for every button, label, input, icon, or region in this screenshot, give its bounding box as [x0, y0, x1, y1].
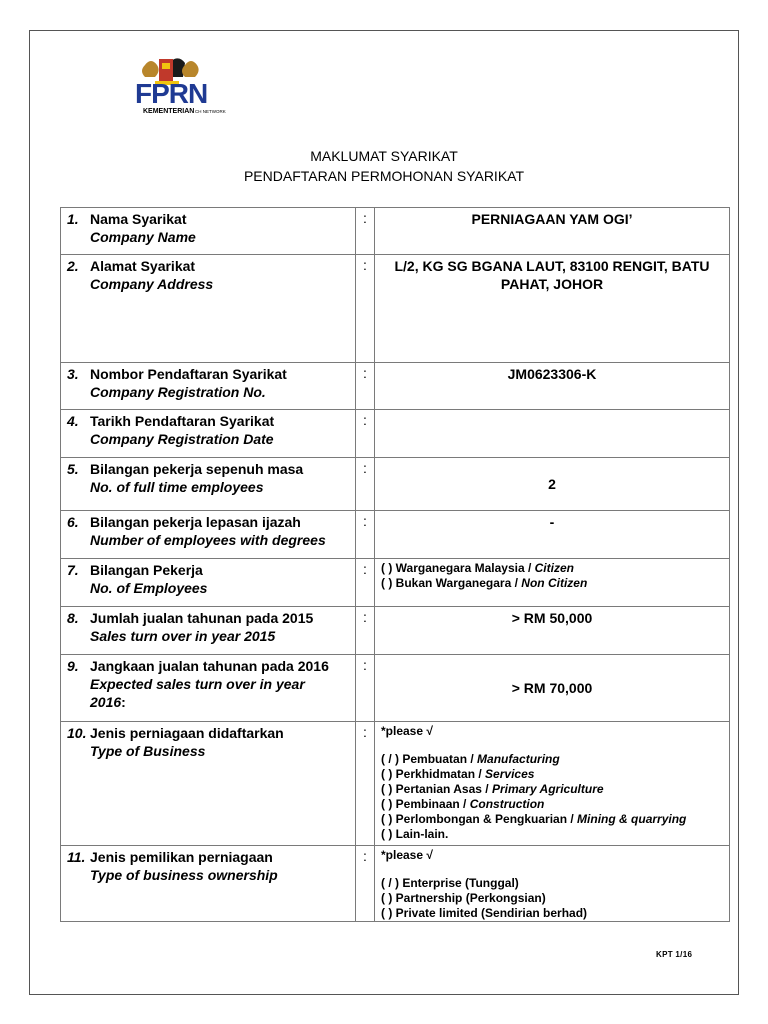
option-label: Pembuatan /	[402, 752, 474, 766]
option-label-english: Non Citizen	[521, 576, 588, 590]
please-tick-note: *please √	[381, 724, 433, 738]
table-row	[61, 846, 730, 922]
form-code: KPT 1/16	[656, 950, 693, 959]
checkbox-mark[interactable]: ( / )	[381, 752, 399, 766]
option-label-english: Citizen	[534, 561, 574, 575]
option-label: Lain-lain.	[395, 827, 449, 841]
option-non-citizen[interactable]	[375, 576, 729, 591]
field-label: Bilangan pekerja lepasan ijazah	[90, 514, 301, 530]
checkbox-mark[interactable]: ( )	[381, 906, 393, 920]
table-row	[61, 607, 730, 655]
company-address-value[interactable]: L/2, KG SG BGANA LAUT, 83100 RENGIT, BATU PAHAT, JOHOR	[394, 258, 710, 292]
option-enterprise[interactable]	[375, 876, 729, 891]
field-label: Jenis pemilikan perniagaan	[90, 849, 273, 865]
field-label-english: Company Name	[90, 229, 196, 245]
row-number: 2.	[67, 258, 79, 274]
option-services[interactable]	[375, 767, 729, 782]
full-time-employees-value[interactable]: 2	[548, 476, 556, 492]
field-label: Alamat Syarikat	[90, 258, 196, 274]
colon-separator: :	[356, 410, 375, 458]
field-label: Jangkaan jualan tahunan pada 2016	[90, 658, 329, 674]
field-label: Bilangan Pekerja	[90, 562, 203, 578]
company-name-value[interactable]: PERNIAGAAN YAM OGI’	[471, 211, 633, 227]
option-citizen[interactable]	[375, 561, 729, 576]
field-label: Nombor Pendaftaran Syarikat	[90, 366, 287, 382]
table-row	[61, 410, 730, 458]
row-number: 10.	[67, 725, 87, 741]
company-info-table	[60, 207, 730, 922]
option-label-english: Primary Agriculture	[491, 782, 604, 796]
row-number: 1.	[67, 211, 79, 227]
colon-separator: :	[356, 363, 375, 410]
ministry-logo	[133, 55, 253, 120]
option-agriculture[interactable]	[375, 782, 729, 797]
option-label-english: Services	[485, 767, 535, 781]
checkbox-mark[interactable]: ( )	[381, 797, 393, 811]
field-label-english: Type of business ownership	[90, 867, 278, 883]
row-number: 8.	[67, 610, 79, 626]
field-label-english: Company Registration No.	[90, 384, 266, 400]
svg-text:CH NETWORK: CH NETWORK	[195, 109, 226, 114]
option-mining[interactable]	[375, 812, 729, 827]
field-label: Bilangan pekerja sepenuh masa	[90, 461, 304, 477]
registration-number-value[interactable]: JM0623306-K	[507, 366, 597, 382]
please-tick-note: *please √	[381, 848, 433, 862]
graduate-employees-value[interactable]: -	[549, 514, 555, 530]
option-label: Warganegara Malaysia /	[395, 561, 532, 575]
checkbox-mark[interactable]: ( )	[381, 767, 393, 781]
option-label: Bukan Warganegara /	[395, 576, 518, 590]
field-label-english: No. of full time employees	[90, 479, 264, 495]
form-subtitle: PENDAFTARAN PERMOHONAN SYARIKAT	[243, 168, 525, 184]
checkbox-mark[interactable]: ( )	[381, 561, 393, 575]
row-number: 3.	[67, 366, 79, 382]
sales-2015-value[interactable]: > RM 50,000	[511, 610, 593, 626]
table-row	[61, 722, 730, 846]
colon-separator: :	[356, 458, 375, 511]
field-label-english: Expected sales turn over in year	[90, 676, 305, 692]
svg-text:KEMENTERIAN: KEMENTERIAN	[143, 108, 195, 115]
field-label-english: Sales turn over in year 2015	[90, 628, 276, 644]
option-label: Private limited (Sendirian berhad)	[395, 906, 588, 920]
field-label: Jenis perniagaan didaftarkan	[90, 725, 284, 741]
table-row	[61, 208, 730, 255]
option-label: Pembinaan /	[395, 797, 467, 811]
form-title: MAKLUMAT SYARIKAT	[310, 148, 458, 164]
checkbox-mark[interactable]: ( / )	[381, 876, 399, 890]
registration-date-value[interactable]	[375, 410, 729, 412]
table-row	[61, 511, 730, 559]
label-suffix: :	[121, 694, 126, 710]
checkbox-mark[interactable]: ( )	[381, 576, 393, 590]
colon-separator: :	[356, 655, 375, 722]
table-row	[61, 255, 730, 363]
row-number: 7.	[67, 562, 79, 578]
expected-sales-2016-value[interactable]: > RM 70,000	[511, 680, 593, 696]
field-label: Tarikh Pendaftaran Syarikat	[90, 413, 275, 429]
option-manufacturing[interactable]	[375, 752, 729, 767]
colon-separator: :	[356, 511, 375, 559]
checkbox-mark[interactable]: ( )	[381, 891, 393, 905]
table-row	[61, 363, 730, 410]
colon-separator: :	[356, 722, 375, 846]
row-number: 6.	[67, 514, 79, 530]
checkbox-mark[interactable]: ( )	[381, 827, 393, 841]
option-label-english: Construction	[469, 797, 545, 811]
field-label-english-cont: 2016	[90, 694, 122, 710]
field-label: Jumlah jualan tahunan pada 2015	[90, 610, 314, 626]
field-label-english: No. of Employees	[90, 580, 208, 596]
row-number: 11.	[67, 849, 86, 865]
option-others[interactable]	[375, 827, 729, 842]
field-label-english: Number of employees with degrees	[90, 532, 326, 548]
row-number: 9.	[67, 658, 79, 674]
svg-text:FPRN: FPRN	[135, 78, 208, 109]
field-label-english: Type of Business	[90, 743, 206, 759]
colon-separator: :	[356, 559, 375, 607]
option-label: Enterprise (Tunggal)	[402, 876, 519, 890]
table-row	[61, 458, 730, 511]
colon-separator: :	[356, 607, 375, 655]
option-construction[interactable]	[375, 797, 729, 812]
checkbox-mark[interactable]: ( )	[381, 782, 393, 796]
table-row	[61, 559, 730, 607]
colon-separator: :	[356, 208, 375, 255]
option-label: Perkhidmatan /	[395, 767, 482, 781]
option-partnership[interactable]	[375, 891, 729, 906]
option-private-limited[interactable]	[375, 906, 729, 921]
option-label-english: Mining & quarrying	[577, 812, 687, 826]
option-label: Perlombongan & Pengkuarian /	[395, 812, 574, 826]
checkbox-mark[interactable]: ( )	[381, 812, 393, 826]
row-number: 4.	[67, 413, 79, 429]
option-label: Partnership (Perkongsian)	[395, 891, 546, 905]
option-label-english: Manufacturing	[477, 752, 560, 766]
field-label: Nama Syarikat	[90, 211, 187, 227]
field-label-english: Company Registration Date	[90, 431, 274, 447]
table-row	[61, 655, 730, 722]
colon-separator: :	[356, 255, 375, 363]
option-label: Pertanian Asas /	[395, 782, 489, 796]
row-number: 5.	[67, 461, 79, 477]
colon-separator: :	[356, 846, 375, 922]
field-label-english: Company Address	[90, 276, 214, 292]
